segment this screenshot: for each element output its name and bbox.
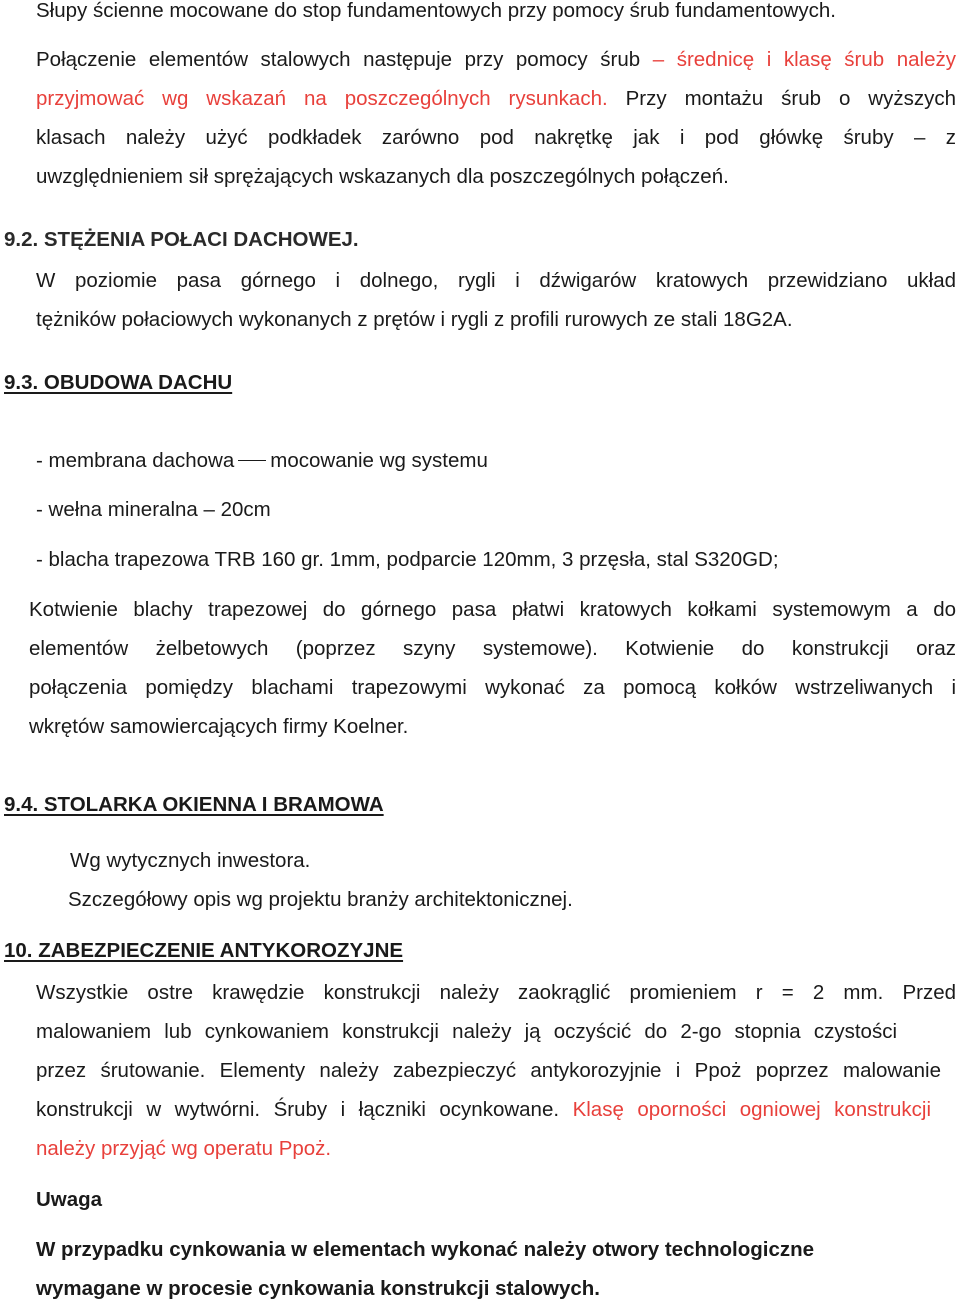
paragraph-line: uwzględnieniem sił sprężających wskazanych dla poszczególnych połączeń. (36, 165, 729, 188)
paragraph-line: Kotwienie blachy trapezowej do górnego pasa płatwi kratowych kołkami systemowym a do (29, 598, 956, 621)
note-line: wymagane w procesie cynkowania konstrukcji stalowych. (36, 1277, 600, 1300)
text-span: - membrana dachowa (36, 449, 235, 472)
paragraph-line-red: należy przyjąć wg operatu Ppoż. (36, 1137, 332, 1160)
note-title: Uwaga (36, 1188, 103, 1211)
paragraph-line: Słupy ścienne mocowane do stop fundamentowych przy pomocy śrub fundamentowych. (36, 0, 836, 22)
list-item (36, 448, 488, 474)
paragraph-line: Szczegółowy opis wg projektu branży architektonicznej. (68, 888, 573, 911)
paragraph-line (36, 47, 956, 73)
paragraph-line: połączenia pomiędzy blachami trapezowymi wykonać za pomocą kołków wstrzeliwanych i (29, 676, 956, 699)
paragraph-line: wkrętów samowiercających firmy Koelner. (29, 715, 409, 738)
text-span-red: Klasę oporności ogniowej konstrukcji (572, 1098, 931, 1121)
paragraph-line: elementów żelbetowych (poprzez szyny systemowe). Kotwienie do konstrukcji oraz (29, 637, 956, 660)
long-dash (238, 460, 266, 461)
paragraph-line: Wg wytycznych inwestora. (70, 849, 311, 872)
paragraph-line: klasach należy użyć podkładek zarówno pod nakrętkę jak i pod główkę śruby – z (36, 126, 956, 149)
text-span-red: – średnicę i klasę śrub należy (652, 48, 956, 71)
paragraph-line (36, 1097, 931, 1123)
paragraph-line: malowaniem lub cynkowaniem konstrukcji należy ją oczyścić do 2-go stopnia czystości (36, 1020, 897, 1043)
paragraph-line (36, 86, 956, 112)
section-heading: 9.2. STĘŻENIA POŁACI DACHOWEJ. (4, 228, 359, 251)
list-item: - wełna mineralna – 20cm (36, 498, 271, 521)
paragraph-line: tężników połaciowych wykonanych z prętów i rygli z profili rurowych ze stali 18G2A. (36, 308, 793, 331)
section-heading: 9.4. STOLARKA OKIENNA I BRAMOWA (4, 793, 384, 816)
section-heading: 9.3. OBUDOWA DACHU (4, 371, 233, 394)
text-span-red: przyjmować wg wskazań na poszczególnych rysunkach. (36, 87, 608, 110)
section-heading: 10. ZABEZPIECZENIE ANTYKOROZYJNE (4, 939, 404, 962)
text-span: Przy montażu śrub o wyższych (625, 87, 956, 110)
paragraph-line: przez śrutowanie. Elementy należy zabezpieczyć antykorozyjnie i Ppoż poprzez malowanie (36, 1059, 941, 1082)
paragraph-line: W poziomie pasa górnego i dolnego, rygli i dźwigarów kratowych przewidziano układ (36, 269, 956, 292)
text-span: Połączenie elementów stalowych następuje przy pomocy śrub (36, 48, 641, 71)
paragraph-line: Wszystkie ostre krawędzie konstrukcji należy zaokrąglić promieniem r = 2 mm. Przed (36, 981, 956, 1004)
text-span: mocowanie wg systemu (270, 449, 488, 472)
list-item: - blacha trapezowa TRB 160 gr. 1mm, podparcie 120mm, 3 przęsła, stal S320GD; (36, 548, 779, 571)
text-span: konstrukcji w wytwórni. Śruby i łączniki ocynkowane. (36, 1098, 560, 1121)
note-line: W przypadku cynkowania w elementach wykonać należy otwory technologiczne (36, 1238, 815, 1261)
